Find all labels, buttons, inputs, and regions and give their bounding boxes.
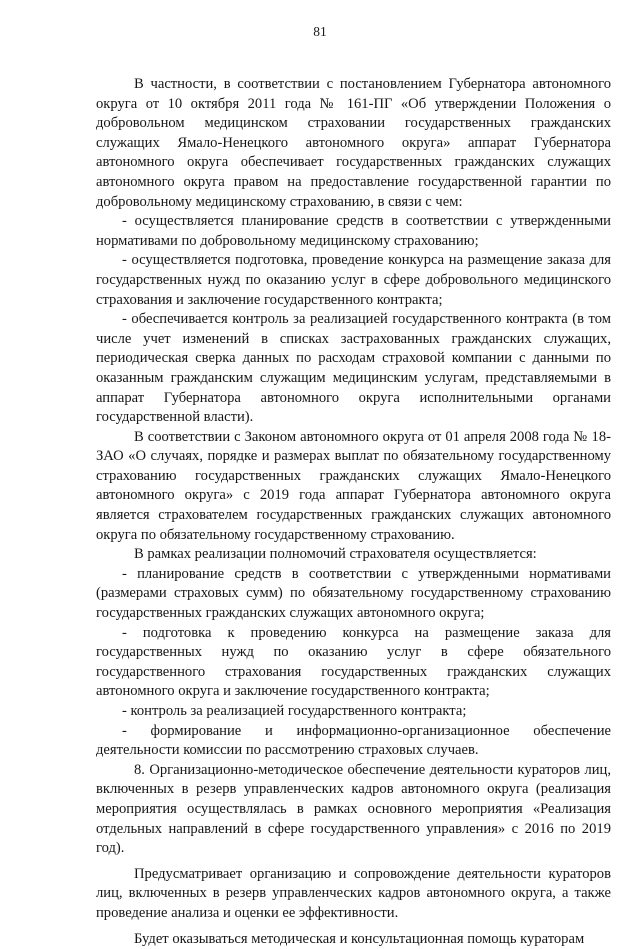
list-item-planning: - осуществляется планирование средств в соответствии с утвержденными нормативами по добровольному медицинскому страхованию;	[96, 213, 611, 249]
paragraph-powers: В рамках реализации полномочий страхователя осуществляется:	[134, 546, 537, 563]
list-item-tender: - осуществляется подготовка, проведение конкурса на размещение заказа для государственных нужд по оказанию услуг в сфере добровольного медицинского страхования и заключение государственного контракта;	[96, 252, 611, 308]
paragraph-law: В соответствии с Законом автономного округа от 01 апреля 2008 года № 18-ЗАО «О случаях, порядке и размерах выплат по обязательному государственному страхованию государственных гражданских служащих Ямало-Ненецкого автономного округа» с 2019 года аппарат Губернатора автономного округа является страхователем государственных гражданских служащих автономного округа по обязательному государственному страхованию.	[96, 428, 611, 543]
list-item-mandatory-tender: - подготовка к проведению конкурса на размещение заказа для государственных нужд по оказанию услуг в сфере обязательного государственного страхования государственных гражданских служащих автономного округа и заключение государственного контракта;	[96, 624, 611, 700]
paragraph-assistance: Будет оказываться методическая и консультационная помощь кураторам	[134, 930, 585, 947]
paragraph-intro: В частности, в соответствии с постановлением Губернатора автономного округа от 10 октября 2011 года № 161-ПГ «Об утверждении Положения о добровольном медицинском страховании государственных гражданских служащих Ямало-Ненецкого автономного округа» аппарат Губернатора автономного округа обеспечивает государственных гражданских служащих автономного округа правом на предоставление государственной гарантии по добровольному медицинскому страхованию, в связи с чем:	[96, 76, 611, 210]
list-item-mandatory-planning: - планирование средств в соответствии с утвержденными нормативами (размерами страховых сумм) по обязательному государственному страхованию государственных гражданских служащих автономного округа;	[96, 565, 611, 622]
page-number: 81	[313, 24, 327, 39]
paragraph-section-8: 8. Организационно-методическое обеспечение деятельности кураторов лиц, включенных в резерв управленческих кадров автономного округа (реализация мероприятия осуществлялась в рамках основного мероприятия «Реализация отдельных направлений в сфере государственного управления» с 2016 по 2019 год).	[96, 761, 611, 857]
list-item-commission: - формирование и информационно-организационное обеспечение деятельности комиссии по рассмотрению страховых случаев.	[96, 722, 611, 759]
list-item-contract-control: - контроль за реализацией государственного контракта;	[122, 703, 467, 719]
paragraph-curators: Предусматривает организацию и сопровождение деятельности кураторов лиц, включенных в резерв управленческих кадров автономного округа, а также проведение анализа и оценки ее эффективности.	[96, 865, 611, 921]
document-body	[96, 75, 611, 949]
list-item-control: - обеспечивается контроль за реализацией государственного контракта (в том числе учет изменений в списках застрахованных гражданских служащих, периодическая сверка данных по расходам страховой компании с данными по оказанным гражданским служащим медицинским услугам, представляемыми в аппарат Губернатора автономного округа исполнительными органами государственной власти).	[96, 311, 611, 426]
